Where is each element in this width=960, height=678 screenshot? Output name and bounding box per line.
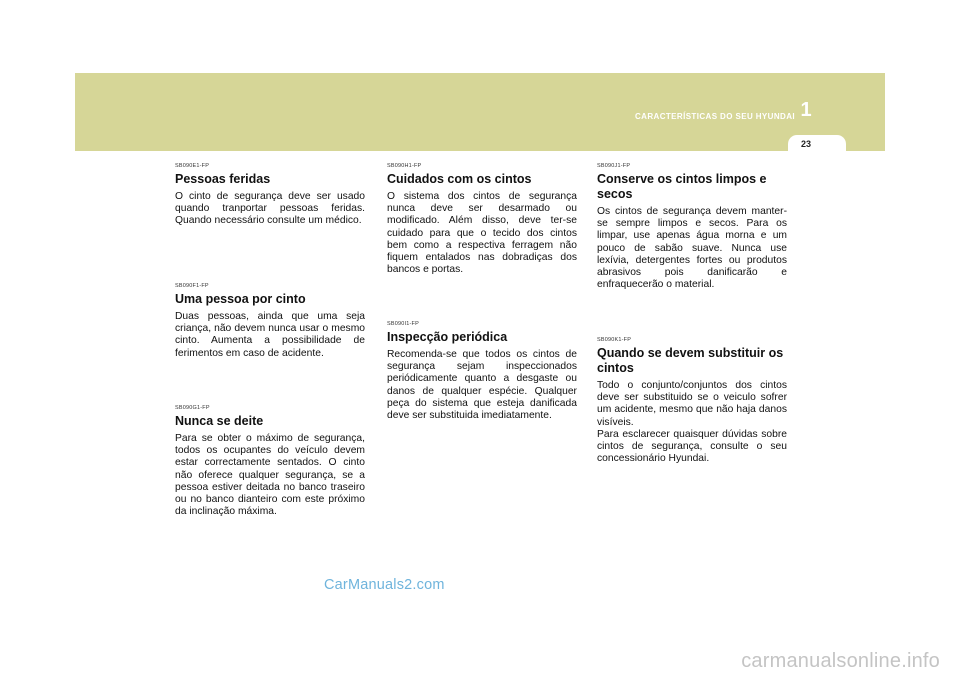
section-code: SB090G1-FP [175, 405, 210, 411]
section-body: O cinto de segurança deve ser usado quando tranportar pessoas feridas. Quando necessário consulte um médico. [175, 191, 365, 227]
page-number: 23 [800, 139, 811, 149]
section-code: SB090I1-FP [387, 321, 419, 327]
section-quando-substituir-cintos [597, 337, 787, 465]
section-cuidados-com-os-cintos [387, 163, 577, 276]
section-nunca-se-deite [175, 405, 365, 518]
section-heading: Inspecção periódica [387, 330, 508, 344]
section-code: SB090J1-FP [597, 163, 631, 169]
site-watermark: carmanualsonline.info [741, 650, 940, 672]
section-body: Os cintos de segurança devem manter-se sempre limpos e secos. Para os limpar, use apenas água morna e um pouco de sabão suave. Nunca use lexívia, detergentes fortes ou produtos abrasivos pois danificarão e enfraquecerão o material. [597, 206, 787, 291]
section-heading: Cuidados com os cintos [387, 172, 532, 186]
section-heading: Uma pessoa por cinto [175, 292, 306, 306]
carmanuals-watermark-logo: CarManuals2.com [324, 577, 445, 593]
section-code: SB090E1-FP [175, 163, 210, 169]
section-body: Duas pessoas, ainda que uma seja criança, não devem nunca usar o mesmo cinto. Aumenta a possibilidade de ferimentos em caso de acidente. [175, 311, 365, 359]
section-heading: Nunca se deite [175, 414, 264, 428]
section-code: SB090K1-FP [597, 337, 632, 343]
section-code: SB090F1-FP [175, 283, 209, 289]
section-body: Para se obter o máximo de segurança, todos os ocupantes do veículo devem estar correctamente sentados. O cinto não oferece qualquer segurança, se a pessoa estiver deitada no banco traseiro ou no banco dianteiro com este próximo da inclinação máxima. [175, 433, 365, 518]
section-body: Recomenda-se que todos os cintos de segurança sejam inspeccionados periódicamente quanto a desgaste ou danos de qualquer espécie. Qualquer peça do sistema que esteja danificada deve ser substituida imediatamente. [387, 349, 577, 422]
section-heading: Quando se devem substituir os cintos [597, 346, 784, 375]
section-code: SB090H1-FP [387, 163, 422, 169]
section-heading: Pessoas feridas [175, 172, 271, 186]
section-heading: Conserve os cintos limpos e secos [597, 172, 767, 201]
section-pessoas-feridas [175, 163, 365, 228]
chapter-number: 1 [800, 99, 812, 121]
section-conserve-os-cintos [597, 163, 787, 291]
section-inspeccao-periodica [387, 321, 577, 422]
section-body: O sistema dos cintos de segurança nunca deve ser desarmado ou modificado. Além disso, deve ter-se cuidado para que o tecido dos cintos bem como a respectiva ferragem não fiquem entalados nas dobradiças dos bancos e portas. [387, 191, 577, 276]
section-body: Todo o conjunto/conjuntos dos cintos deve ser substituido se o veiculo sofrer um acidente, mesmo que não haja danos visíveis. Para esclarecer quaisquer dúvidas sobre cintos de segurança, consulte o seu concessionário Hyundai. [597, 380, 787, 465]
section-uma-pessoa-por-cinto [175, 283, 365, 360]
chapter-title: CARACTERÍSTICAS DO SEU HYUNDAI [634, 112, 795, 121]
